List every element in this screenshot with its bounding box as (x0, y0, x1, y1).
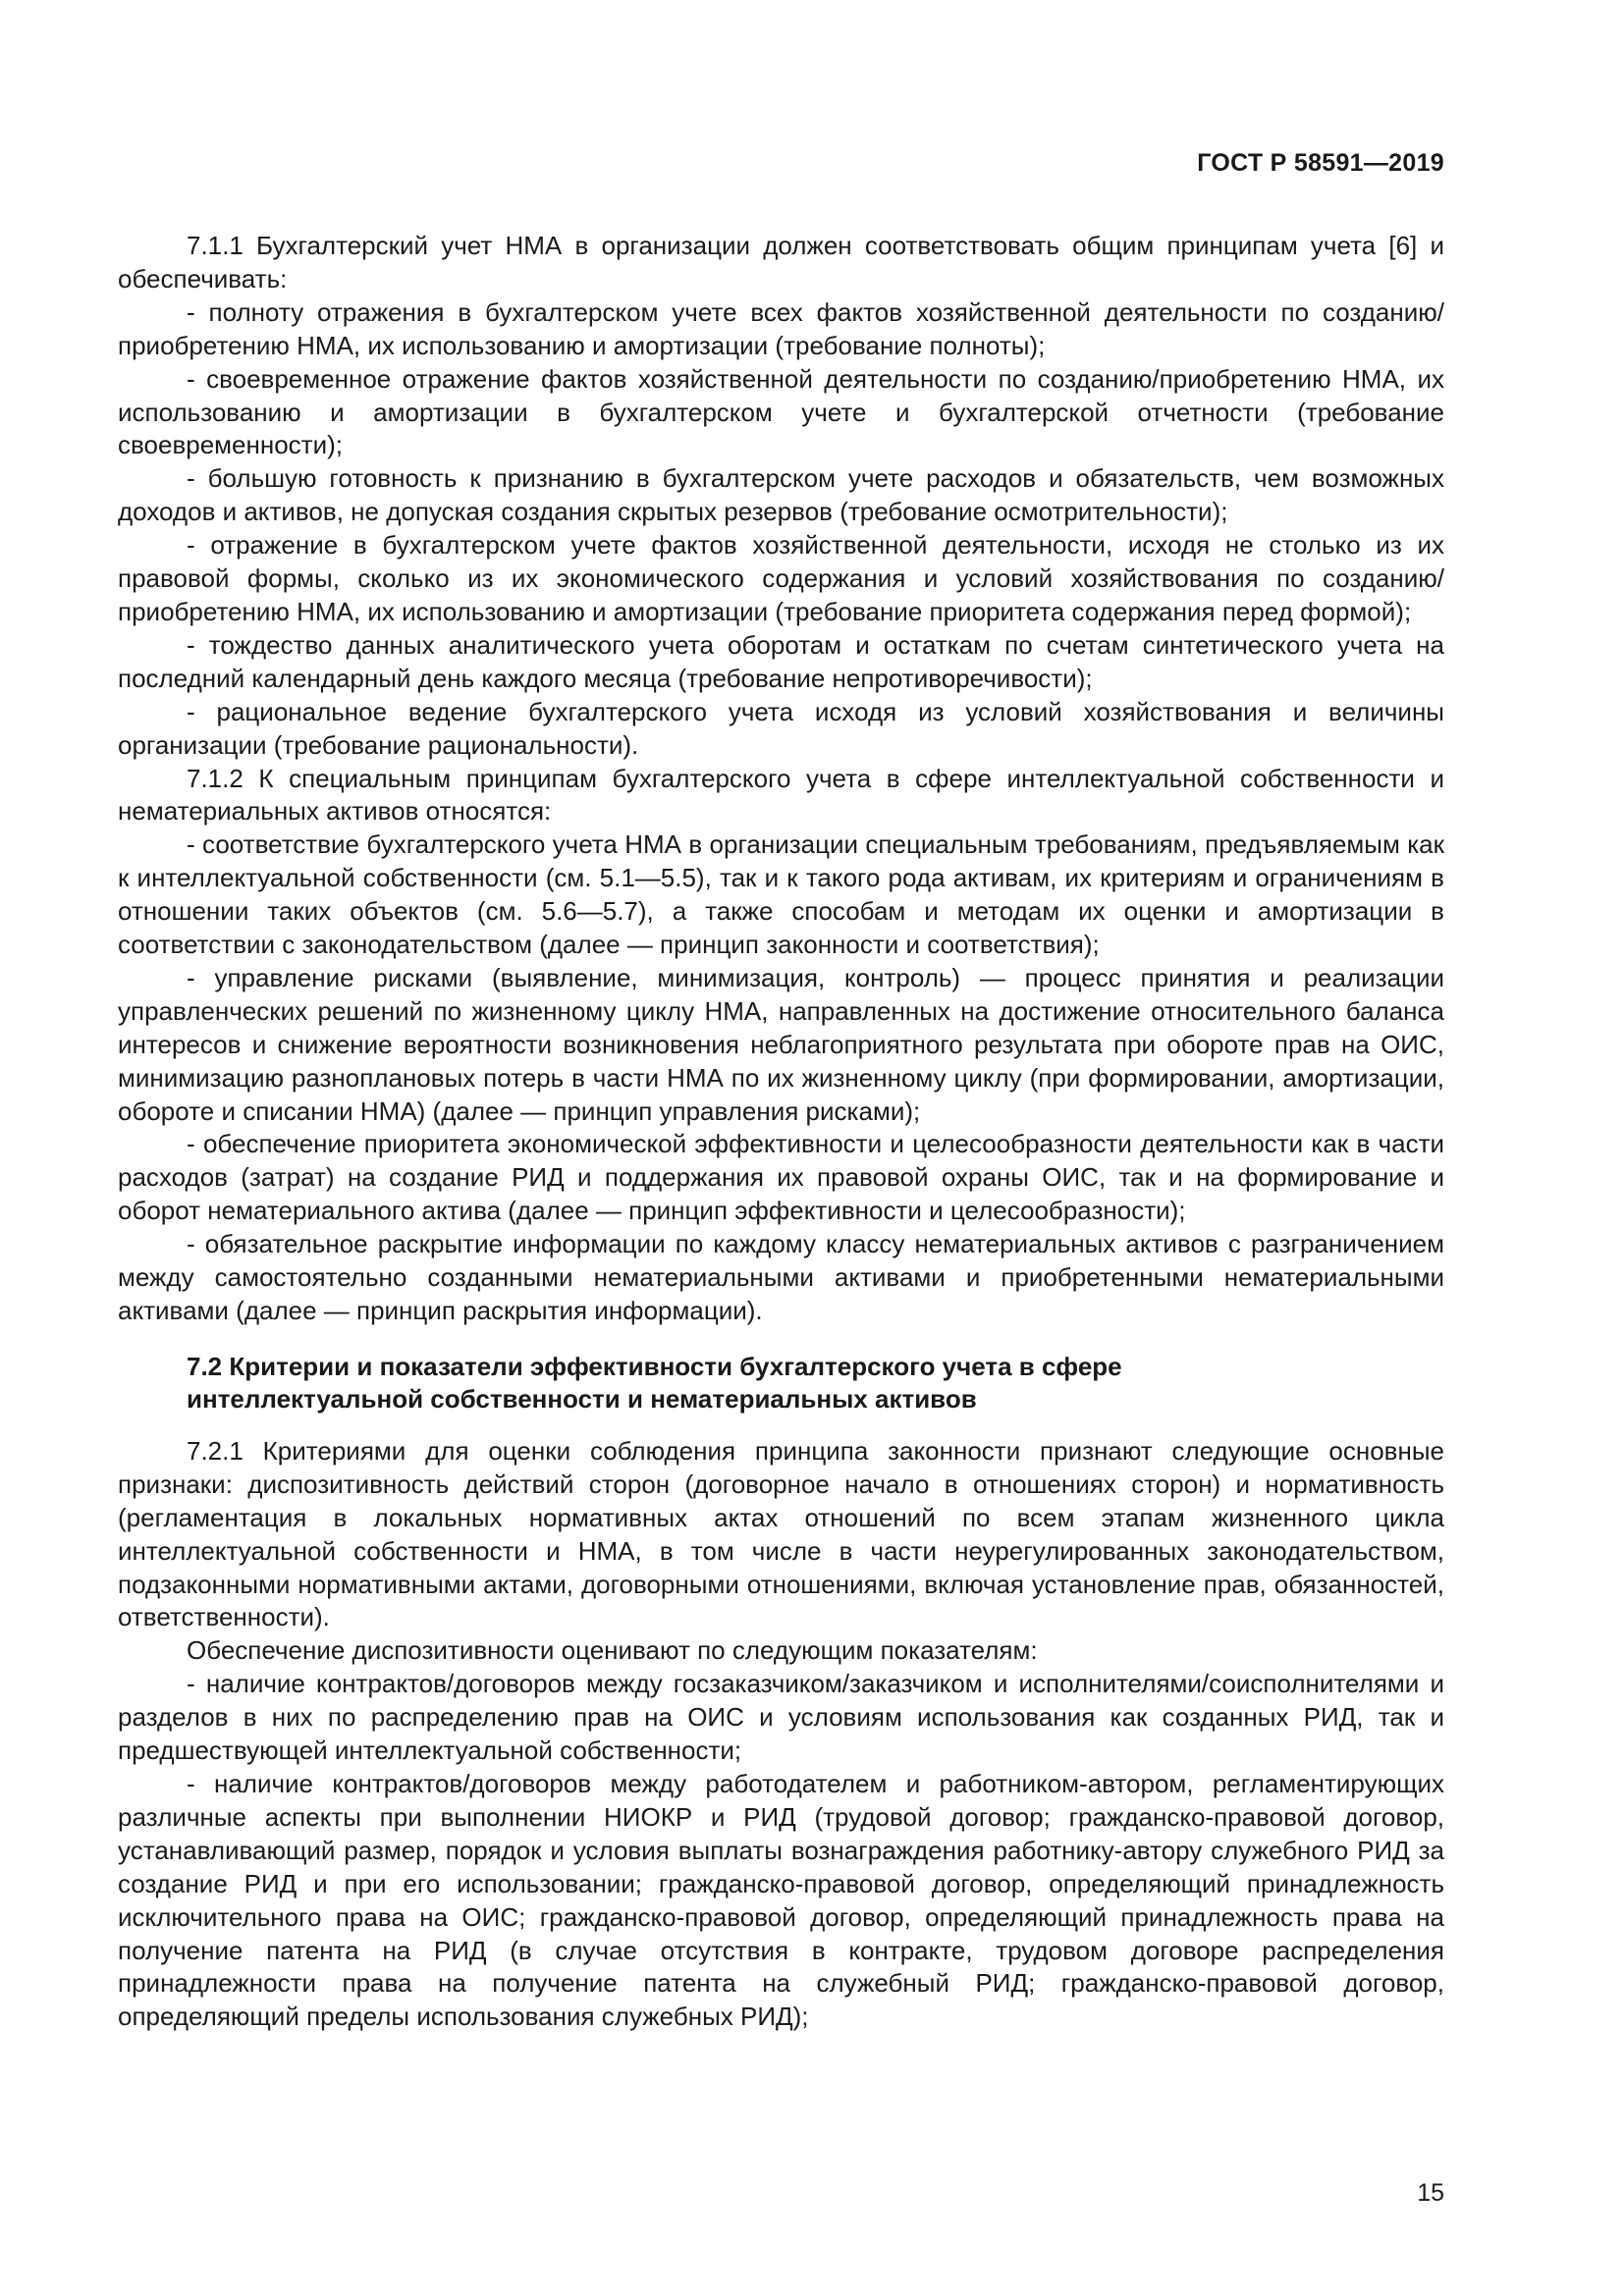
list-item: - тождество данных аналитического учета оборотам и остаткам по счетам синтетического учета на последний календарный день каждого месяца (требование непротиворечивости); (118, 629, 1444, 693)
list-item: - управление рисками (выявление, минимизация, контроль) — процесс принятия и реализации управленческих решений по жизненному циклу НМА, направленных на достижение относительного баланса интересов и снижение вероятности возникновения неблагоприятного результата при обороте прав на ОИС, минимизацию разноплановых потерь в части НМА по их жизненному циклу (при формировании, амортизации, обороте и списании НМА) (далее — принцип управления рисками); (118, 962, 1444, 1126)
list-item: - обязательное раскрытие информации по каждому классу нематериальных активов с разграничением между самостоятельно созданными нематериальными активами и приобретенными нематериальными активами (далее — принцип раскрытия информации). (118, 1229, 1444, 1325)
list-item: - отражение в бухгалтерском учете фактов хозяйственной деятельности, исходя не столько из их правовой формы, сколько из их экономического содержания и условий хозяйствования по созданию/приобретению НМА, их использованию и амортизации (требование приоритета содержания перед формой); (118, 530, 1444, 626)
list-item: - соответствие бухгалтерского учета НМА в организации специальным требованиям, предъявляемым как к интеллектуальной собственности (см. 5.1—5.5), так и к такого рода активам, их критериям и ограничениям в отношении таких объектов (см. 5.6—5.7), а также способам и методам их оценки и амортизации в соответствии с законодательством (далее — принцип законности и соответствия); (118, 829, 1444, 960)
paragraph: Обеспечение диспозитивности оценивают по следующим показателям: (187, 1635, 1038, 1666)
section-heading (118, 1351, 1444, 1415)
standard-id: ГОСТ Р 58591—2019 (1197, 149, 1444, 177)
page-body (118, 230, 1444, 2034)
list-item: - полноту отражения в бухгалтерском учете всех фактов хозяйственной деятельности по созданию/приобретению НМА, их использованию и амортизации (требование полноты); (118, 296, 1444, 360)
list-item: - наличие контрактов/договоров между госзаказчиком/заказчиком и исполнителями/соисполнителями и разделов в них по распределению прав на ОИС и условиям использования как созданных РИД, так и предшествующей интеллектуальной собственности; (118, 1669, 1444, 1766)
page-number: 15 (1417, 2179, 1444, 2207)
list-item: - большую готовность к признанию в бухгалтерском учете расходов и обязательств, чем возможных доходов и активов, не допуская создания скрытых резервов (требование осмотрительности); (118, 463, 1444, 527)
list-item: - рациональное ведение бухгалтерского учета исходя из условий хозяйствования и величины организации (требование рациональности). (118, 696, 1444, 760)
paragraph: 7.2.1 Критериями для оценки соблюдения принципа законности признают следующие основные признаки: диспозитивность действий сторон (договорное начало в отношениях сторон) и нормативность (регламентация в локальных нормативных актах отношений по всем этапам жизненного цикла интеллектуальной собственности и НМА, в том числе в части неурегулированных законодательством, подзаконными нормативными актами, договорными отношениями, включая установление прав, обязанностей, ответственности). (118, 1435, 1444, 1632)
list-item: - обеспечение приоритета экономической эффективности и целесообразности деятельности как в части расходов (затрат) на создание РИД и поддержания их правовой охраны ОИС, так и на формирование и оборот нематериального актива (далее — принцип эффективности и целесообразности); (118, 1129, 1444, 1226)
list-item: - своевременное отражение фактов хозяйственной деятельности по созданию/приобретению НМА, их использованию и амортизации в бухгалтерском учете и бухгалтерской отчетности (требование своевременности); (118, 363, 1444, 460)
section-heading-line2: интеллектуальной собственности и нематериальных активов (187, 1383, 977, 1414)
list-item: - наличие контрактов/договоров между работодателем и работником-автором, регламентирующих различные аспекты при выполнении НИОКР и РИД (трудовой договор; гражданско-правовой договор, устанавливающий размер, порядок и условия выплаты вознаграждения работнику-автору служебного РИД за создание РИД и при его использовании; гражданско-правовой договор, определяющий принадлежность исключительного права на ОИС; гражданско-правовой договор, определяющий принадлежность права на получение патента на РИД (в случае отсутствия в контракте, трудовом договоре распределения принадлежности права на получение патента на служебный РИД; гражданско-правовой договор, определяющий пределы использования служебных РИД); (118, 1768, 1444, 2032)
document-header (1197, 149, 1444, 178)
paragraph: 7.1.2 К специальным принципам бухгалтерского учета в сфере интеллектуальной собственности и нематериальных активов относятся: (118, 763, 1444, 827)
section-heading-line1: 7.2 Критерии и показатели эффективности бухгалтерского учета в сфере (187, 1351, 1122, 1381)
paragraph: 7.1.1 Бухгалтерский учет НМА в организации должен соответствовать общим принципам учета [6] и обеспечивать: (118, 231, 1444, 294)
